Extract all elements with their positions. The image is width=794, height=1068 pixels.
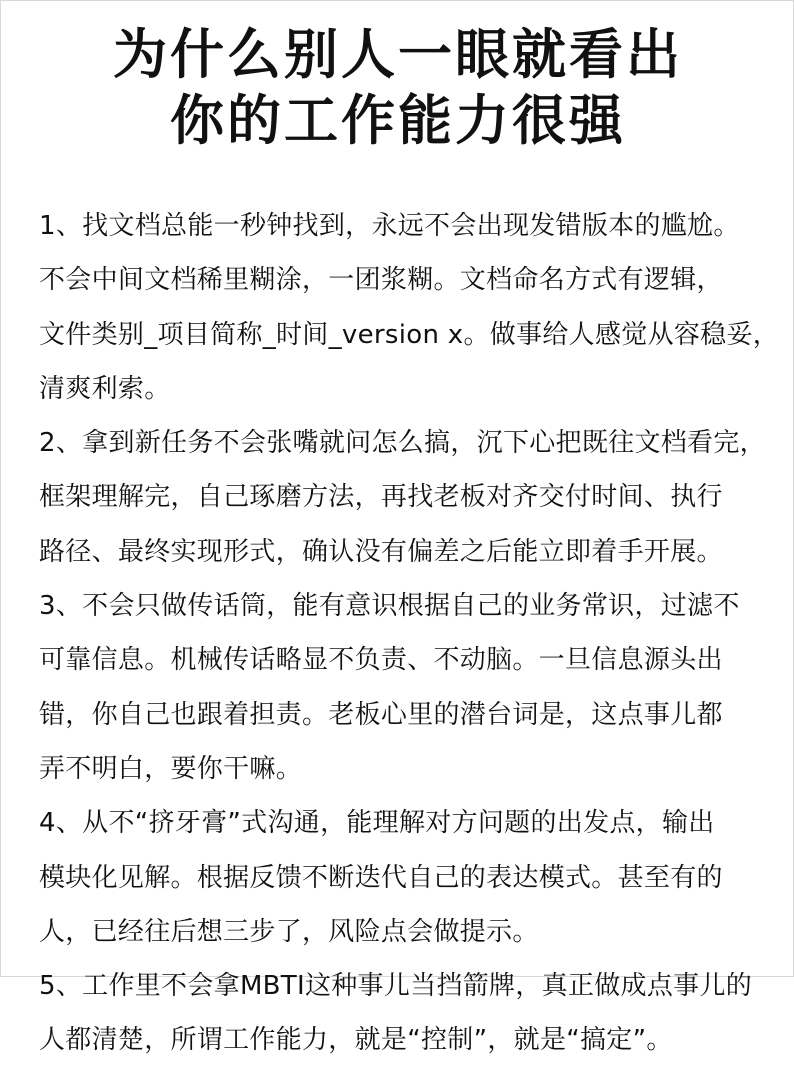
body-line: 不会中间文档稀里糊涂，一团浆糊。文档命名方式有逻辑， bbox=[39, 265, 723, 296]
body-line: 可靠信息。机械传话略显不负责、不动脑。一旦信息源头出 bbox=[39, 645, 723, 676]
body-line: 1、找文档总能一秒钟找到，永远不会出现发错版本的尴尬。 bbox=[39, 211, 740, 241]
body-line: 错，你自己也跟着担责。老板心里的潜台词是，这点事儿都 bbox=[39, 699, 723, 730]
body-line: 4、从不“挤牙膏”式沟通，能理解对方问题的出发点，输出 bbox=[39, 808, 715, 839]
body-text bbox=[39, 199, 787, 1068]
body-line: 人，已经往后想三步了，风险点会做提示。 bbox=[39, 916, 539, 947]
body-line: 框架理解完，自己琢磨方法，再找老板对齐交付时间、执行 bbox=[39, 482, 723, 513]
body-line: 5、工作里不会拿MBTI这种事儿当挡箭牌，真正做成点事儿的 bbox=[39, 971, 753, 1002]
title-line-1: 为什么别人一眼就看出 bbox=[113, 23, 683, 86]
body-line: 2、拿到新任务不会张嘴就问怎么搞，沉下心把既往文档看完， bbox=[39, 428, 766, 459]
body-line: 模块化见解。根据反馈不断迭代自己的表达模式。甚至有的 bbox=[39, 862, 723, 893]
body-line: 人都清楚，所谓工作能力，就是“控制”，就是“搞定”。 bbox=[39, 1025, 673, 1056]
body-line: 3、不会只做传话筒，能有意识根据自己的业务常识，过滤不 bbox=[39, 591, 740, 622]
body-line: 弄不明白，要你干嘛。 bbox=[39, 753, 303, 784]
body-line: 文件类别_项目简称_时间_version x。做事给人感觉从容稳妥， bbox=[39, 319, 780, 350]
body-line: 路径、最终实现形式，确认没有偏差之后能立即着手开展。 bbox=[39, 536, 723, 567]
title-line-2: 你的工作能力很强 bbox=[170, 89, 626, 152]
body-line: 清爽利索。 bbox=[39, 373, 171, 404]
